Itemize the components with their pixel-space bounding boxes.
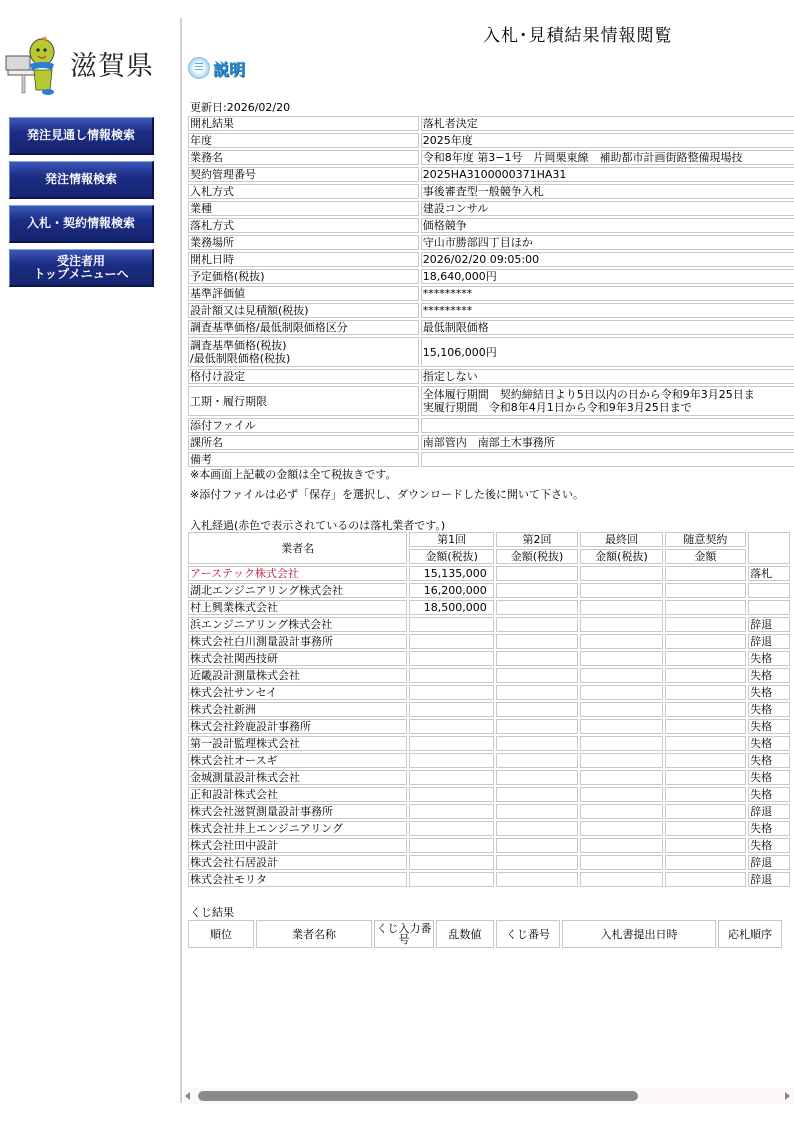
- bid-row: [188, 821, 790, 836]
- info-label: 開札日時: [188, 252, 419, 267]
- amount-negotiated: [665, 719, 746, 734]
- header-lottery-input-no: くじ入力番号: [374, 920, 434, 948]
- bid-result: 辞退: [748, 804, 790, 819]
- bid-row: [188, 787, 790, 802]
- bidder-name: 株式会社オースギ: [188, 753, 407, 768]
- scrollbar-thumb[interactable]: [198, 1091, 638, 1101]
- info-label: 調査基準価格/最低制限価格区分: [188, 320, 419, 335]
- info-row: [188, 218, 794, 233]
- info-label: 開札結果: [188, 116, 419, 131]
- amount-round2: [496, 821, 578, 836]
- header-submit-datetime: 入札書提出日時: [562, 920, 716, 948]
- amount-round1: [409, 651, 493, 666]
- amount-negotiated: [665, 600, 746, 615]
- amount-round2: [496, 872, 578, 887]
- info-label: 入札方式: [188, 184, 419, 199]
- amount-round1: [409, 838, 493, 853]
- bids-caption: 入札経過(赤色で表示されているのは落札業者です。): [190, 519, 446, 532]
- bid-result: 辞退: [748, 617, 790, 632]
- info-value: [421, 386, 794, 416]
- amount-negotiated: [665, 872, 746, 887]
- info-label: 落札方式: [188, 218, 419, 233]
- bid-result: 失格: [748, 753, 790, 768]
- bid-row: [188, 736, 790, 751]
- header-amount-final: 金額(税抜): [580, 549, 662, 564]
- amount-negotiated: [665, 855, 746, 870]
- amount-round2: [496, 685, 578, 700]
- scroll-left-arrow-icon[interactable]: [185, 1092, 190, 1100]
- bidder-name: 村上興業株式会社: [188, 600, 407, 615]
- info-row: [188, 116, 794, 131]
- bid-result: 失格: [748, 838, 790, 853]
- note-tax: ※本画面上記載の金額は全て税抜きです。: [190, 468, 397, 481]
- amount-round2: [496, 787, 578, 802]
- info-value: 2025年度: [421, 133, 794, 148]
- info-value: [421, 418, 794, 433]
- info-row: [188, 269, 794, 284]
- shiga-logo[interactable]: [4, 34, 156, 100]
- info-value: 指定しない: [421, 369, 794, 384]
- bid-row: [188, 804, 790, 819]
- help-label: 説明: [213, 59, 246, 79]
- bidder-name: 株式会社モリタ: [188, 872, 407, 887]
- amount-final: [580, 821, 662, 836]
- amount-round2: [496, 736, 578, 751]
- bid-result: 失格: [748, 787, 790, 802]
- info-value: 令和8年度 第3−1号 片岡栗東線 補助都市計画街路整備現場技: [421, 150, 794, 165]
- amount-final: [580, 855, 662, 870]
- info-row: [188, 386, 794, 416]
- amount-round1: [409, 736, 493, 751]
- header-result: [748, 532, 790, 564]
- note-attachment: ※添付ファイルは必ず「保存」を選択し、ダウンロードした後に開いて下さい。: [190, 488, 584, 501]
- bidder-name: 株式会社鈴鹿設計事務所: [188, 719, 407, 734]
- header-lottery-no: くじ番号: [496, 920, 560, 948]
- vertical-divider: [180, 18, 182, 1103]
- info-value: 落札者決定: [421, 116, 794, 131]
- amount-negotiated: [665, 566, 746, 581]
- bid-result: 辞退: [748, 634, 790, 649]
- info-value: 価格競争: [421, 218, 794, 233]
- bid-result: 辞退: [748, 855, 790, 870]
- amount-negotiated: [665, 736, 746, 751]
- bidder-name: 株式会社関西技研: [188, 651, 407, 666]
- bid-row: [188, 753, 790, 768]
- header-bid-order: 応札順序: [718, 920, 782, 948]
- document-icon: [188, 57, 210, 79]
- nav-label-line2: トップメニューへ: [33, 266, 129, 281]
- info-label: 業務場所: [188, 235, 419, 250]
- info-label: 課所名: [188, 435, 419, 450]
- logo-text: 滋賀県: [70, 51, 154, 82]
- info-row: [188, 167, 794, 182]
- bidder-name: 金城測量設計株式会社: [188, 770, 407, 785]
- amount-round1: [409, 770, 493, 785]
- info-value: 2025HA3100000371HA31: [421, 167, 794, 182]
- info-row: [188, 235, 794, 250]
- info-row: [188, 435, 794, 450]
- nav-label-line1: 受注者用: [56, 253, 105, 268]
- amount-round1: [409, 872, 493, 887]
- amount-negotiated: [665, 753, 746, 768]
- amount-negotiated: [665, 685, 746, 700]
- amount-final: [580, 702, 662, 717]
- bidder-name: 株式会社新洲: [188, 702, 407, 717]
- bid-result: [748, 583, 790, 598]
- bid-row: [188, 719, 790, 734]
- bid-row: [188, 702, 790, 717]
- info-label: 備考: [188, 452, 419, 467]
- nav-bid-contract-search[interactable]: [9, 205, 154, 243]
- amount-round2: [496, 600, 578, 615]
- page-title: 入札･見積結果情報閲覧: [483, 26, 673, 46]
- bid-row: [188, 583, 790, 598]
- sidebar: [0, 0, 180, 1123]
- info-value-line2: 実履行期間 令和8年4月1日から令和9年3月25日まで: [422, 401, 692, 414]
- info-value-line1: 全体履行期間 契約締結日より5日以内の日から令和9年3月25日ま: [422, 388, 755, 401]
- amount-final: [580, 838, 662, 853]
- info-value: 2026/02/20 09:05:00: [421, 252, 794, 267]
- amount-round1: [409, 668, 493, 683]
- bidder-name: 第一設計監理株式会社: [188, 736, 407, 751]
- lottery-caption: くじ結果: [190, 906, 234, 919]
- header-round2: 第2回: [496, 532, 578, 547]
- amount-final: [580, 651, 662, 666]
- bidder-name: アーステック株式会社: [188, 566, 407, 581]
- scroll-right-arrow-icon[interactable]: [785, 1092, 790, 1100]
- info-label: [188, 337, 419, 367]
- amount-final: [580, 804, 662, 819]
- amount-round2: [496, 753, 578, 768]
- amount-negotiated: [665, 668, 746, 683]
- header-amount-r2: 金額(税抜): [496, 549, 578, 564]
- amount-round1: 18,500,000: [409, 600, 493, 615]
- info-label: 工期・履行期限: [188, 386, 419, 416]
- info-row: [188, 184, 794, 199]
- amount-round2: [496, 566, 578, 581]
- header-company-name: 業者名称: [256, 920, 372, 948]
- info-label: 添付ファイル: [188, 418, 419, 433]
- amount-round2: [496, 668, 578, 683]
- bidder-name: 浜エンジニアリング株式会社: [188, 617, 407, 632]
- info-value: 建設コンサル: [421, 201, 794, 216]
- header-amount-negotiated: 金額: [665, 549, 746, 564]
- amount-round2: [496, 583, 578, 598]
- bid-row: [188, 855, 790, 870]
- amount-round1: [409, 685, 493, 700]
- header-negotiated: 随意契約: [665, 532, 746, 547]
- header-rank: 順位: [188, 920, 254, 948]
- bidder-name: 株式会社田中設計: [188, 838, 407, 853]
- amount-round1: [409, 753, 493, 768]
- info-label: 予定価格(税抜): [188, 269, 419, 284]
- amount-negotiated: [665, 821, 746, 836]
- bidder-name: 株式会社滋賀測量設計事務所: [188, 804, 407, 819]
- amount-round1: [409, 719, 493, 734]
- bidder-name: 湖北エンジニアリング株式会社: [188, 583, 407, 598]
- bid-result: 辞退: [748, 872, 790, 887]
- amount-round2: [496, 770, 578, 785]
- info-label: 基準評価値: [188, 286, 419, 301]
- amount-final: [580, 872, 662, 887]
- info-row: [188, 133, 794, 148]
- amount-round2: [496, 617, 578, 632]
- lottery-table: [186, 918, 784, 950]
- nav-label: 入札・契約情報検索: [26, 216, 135, 230]
- amount-round1: [409, 617, 493, 632]
- amount-final: [580, 787, 662, 802]
- amount-final: [580, 600, 662, 615]
- amount-final: [580, 685, 662, 700]
- amount-round1: [409, 787, 493, 802]
- info-value: 15,106,000円: [421, 337, 794, 367]
- amount-final: [580, 668, 662, 683]
- info-row: [188, 452, 794, 467]
- amount-negotiated: [665, 583, 746, 598]
- amount-negotiated: [665, 770, 746, 785]
- nav-label: 発注見通し情報検索: [26, 128, 135, 142]
- bidder-name: 株式会社白川測量設計事務所: [188, 634, 407, 649]
- amount-round1: [409, 702, 493, 717]
- bidder-name: 株式会社井上エンジニアリング: [188, 821, 407, 836]
- info-label-line1: 調査基準価格(税抜): [190, 339, 287, 352]
- amount-round2: [496, 634, 578, 649]
- bid-row: [188, 566, 790, 581]
- header-random-value: 乱数値: [436, 920, 494, 948]
- amount-final: [580, 617, 662, 632]
- mascot-icon: [4, 34, 66, 98]
- info-row: [188, 320, 794, 335]
- info-row: [188, 303, 794, 318]
- bid-row: [188, 600, 790, 615]
- nav-order-forecast-search[interactable]: [9, 117, 154, 155]
- header-amount-r1: 金額(税抜): [409, 549, 493, 564]
- bid-row: [188, 651, 790, 666]
- amount-round1: [409, 821, 493, 836]
- info-value: *********: [421, 286, 794, 301]
- amount-final: [580, 719, 662, 734]
- info-value: 守山市勝部四丁目ほか: [421, 235, 794, 250]
- amount-round2: [496, 838, 578, 853]
- nav-label: 発注情報検索: [44, 172, 117, 186]
- amount-negotiated: [665, 634, 746, 649]
- bid-result: [748, 600, 790, 615]
- horizontal-scrollbar[interactable]: [184, 1088, 794, 1104]
- info-value: *********: [421, 303, 794, 318]
- bid-result: 落札: [748, 566, 790, 581]
- info-value: 南部管内 南部土木事務所: [421, 435, 794, 450]
- info-value: [421, 452, 794, 467]
- info-row: [188, 337, 794, 367]
- bid-row: [188, 770, 790, 785]
- bid-result: 失格: [748, 719, 790, 734]
- info-row: [188, 252, 794, 267]
- bid-history-table: [186, 530, 792, 889]
- bid-result: 失格: [748, 685, 790, 700]
- amount-final: [580, 634, 662, 649]
- bid-info-table: [186, 114, 794, 469]
- info-value: 事後審査型一般競争入札: [421, 184, 794, 199]
- amount-round1: 15,135,000: [409, 566, 493, 581]
- bid-result: 失格: [748, 821, 790, 836]
- info-row: [188, 201, 794, 216]
- bid-result: 失格: [748, 651, 790, 666]
- bid-row: [188, 685, 790, 700]
- bid-result: 失格: [748, 770, 790, 785]
- amount-final: [580, 753, 662, 768]
- amount-round2: [496, 651, 578, 666]
- amount-round1: 16,200,000: [409, 583, 493, 598]
- amount-round2: [496, 804, 578, 819]
- amount-negotiated: [665, 804, 746, 819]
- bid-result: 失格: [748, 702, 790, 717]
- amount-negotiated: [665, 787, 746, 802]
- nav-contractor-top-menu[interactable]: [9, 249, 154, 287]
- info-value: 最低制限価格: [421, 320, 794, 335]
- bid-row: [188, 634, 790, 649]
- amount-round1: [409, 855, 493, 870]
- updated-date: 更新日:2026/02/20: [190, 101, 291, 114]
- info-label: 契約管理番号: [188, 167, 419, 182]
- bid-result: 失格: [748, 736, 790, 751]
- bid-result: 失格: [748, 668, 790, 683]
- header-round1: 第1回: [409, 532, 493, 547]
- bidder-name: 正和設計株式会社: [188, 787, 407, 802]
- header-company: 業者名: [188, 532, 407, 564]
- bidder-name: 近畿設計測量株式会社: [188, 668, 407, 683]
- info-label: 業種: [188, 201, 419, 216]
- info-label: 格付け設定: [188, 369, 419, 384]
- info-label-line2: /最低制限価格(税抜): [190, 352, 291, 365]
- amount-round1: [409, 804, 493, 819]
- help-link[interactable]: [188, 56, 245, 80]
- amount-negotiated: [665, 651, 746, 666]
- amount-negotiated: [665, 702, 746, 717]
- info-label: 設計額又は見積額(税抜): [188, 303, 419, 318]
- bid-row: [188, 668, 790, 683]
- info-label: 業務名: [188, 150, 419, 165]
- info-row: [188, 369, 794, 384]
- amount-final: [580, 770, 662, 785]
- amount-round1: [409, 634, 493, 649]
- bid-row: [188, 617, 790, 632]
- amount-negotiated: [665, 838, 746, 853]
- amount-final: [580, 736, 662, 751]
- nav-order-info-search[interactable]: [9, 161, 154, 199]
- amount-final: [580, 566, 662, 581]
- bid-row: [188, 838, 790, 853]
- info-row: [188, 418, 794, 433]
- bidder-name: 株式会社サンセイ: [188, 685, 407, 700]
- amount-negotiated: [665, 617, 746, 632]
- info-value: 18,640,000円: [421, 269, 794, 284]
- amount-final: [580, 583, 662, 598]
- amount-round2: [496, 719, 578, 734]
- bidder-name: 株式会社石居設計: [188, 855, 407, 870]
- info-label: 年度: [188, 133, 419, 148]
- info-row: [188, 286, 794, 301]
- info-row: [188, 150, 794, 165]
- bid-row: [188, 872, 790, 887]
- amount-round2: [496, 855, 578, 870]
- amount-round2: [496, 702, 578, 717]
- header-final: 最終回: [580, 532, 662, 547]
